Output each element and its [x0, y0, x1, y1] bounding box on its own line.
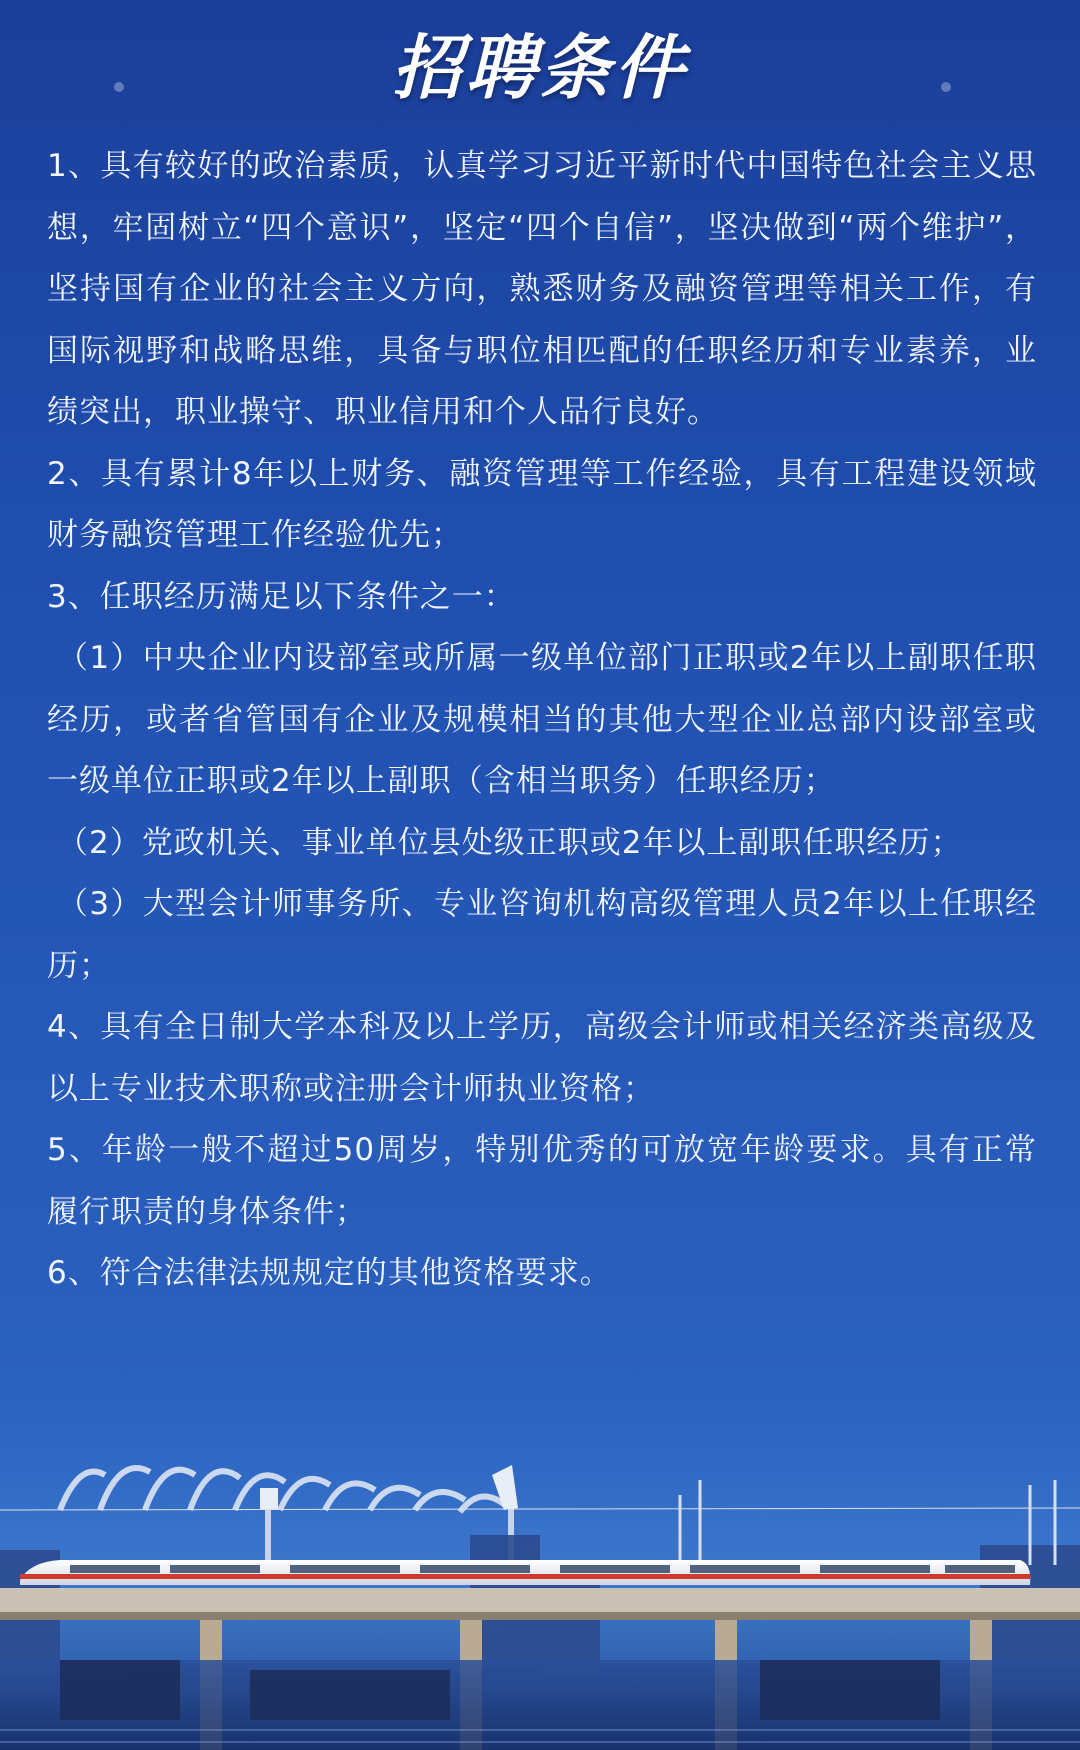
requirement-item-5: 5、年龄一般不超过50周岁，特别优秀的可放宽年龄要求。具有正常履行职责的身体条件； — [47, 1132, 1037, 1230]
requirement-item-4: 4、具有全日制大学本科及以上学历，高级会计师或相关经济类高级及以上专业技术职称或注册会计师执业资格； — [47, 1009, 1037, 1107]
bridge-deck — [0, 1588, 1080, 1612]
requirement-sub-item-2: （2）党政机关、事业单位县处级正职或2年以上副职任职经历； — [57, 824, 963, 861]
requirement-sub-item-3: （3）大型会计师事务所、专业咨询机构高级管理人员2年以上任职经历； — [47, 886, 1037, 984]
requirement-item-1: 1、具有较好的政治素质，认真学习习近平新时代中国特色社会主义思想，牢固树立“四个意识”，坚定“四个自信”，坚决做到“两个维护”，坚持国有企业的社会主义方向，熟悉财务及融资管理等相关工作，有国际视野和战略思维，具备与职位相匹配的任职经历和专业素养，业绩突出，职业操守、职业信用和个人品行良好。 — [47, 148, 1037, 430]
requirements-list — [47, 136, 1037, 1305]
requirement-item-6: 6、符合法律法规规定的其他资格要求。 — [47, 1255, 612, 1291]
requirement-item-2: 2、具有累计8年以上财务、融资管理等工作经验，具有工程建设领域财务融资管理工作经验优先； — [47, 455, 1037, 553]
train — [20, 1560, 1030, 1585]
page-title: 招聘条件 — [392, 27, 688, 109]
requirement-sub-item-1: （1）中央企业内设部室或所属一级单位部门正职或2年以上副职任职经历，或者省管国有企业及规模相当的其他大型企业总部内设部室或一级单位正职或2年以上副职（含相当职务）任职经历； — [47, 640, 1037, 799]
decor-dot-right — [941, 82, 951, 92]
light-tower-left — [265, 1500, 271, 1570]
decor-dot-left — [114, 82, 124, 92]
city-train-bridge-illustration — [0, 1360, 1080, 1750]
requirement-item-3: 3、任职经历满足以下条件之一： — [47, 578, 516, 615]
